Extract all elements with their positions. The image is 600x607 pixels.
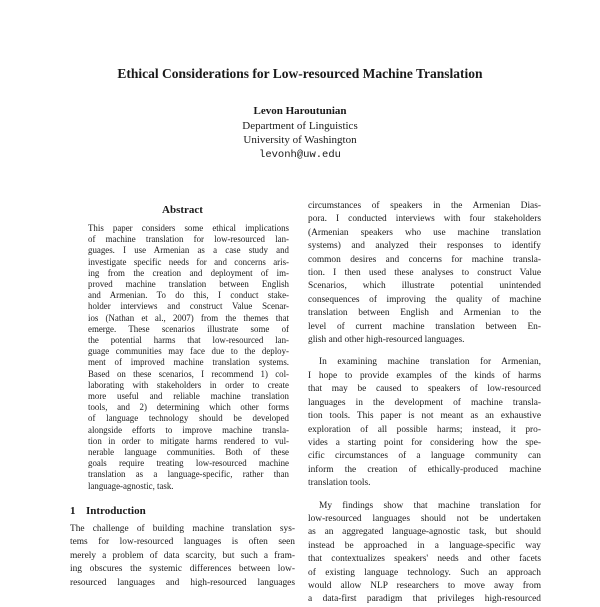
right-paragraph-line: inform the creation of ethically-produced machine [308,464,541,475]
right-paragraph-line: (Armenian speakers who use machine translation [308,227,541,238]
abstract-line: goals require treating low-resourced machine [88,458,289,469]
abstract-line: ing from the creation and deployment of im- [88,267,289,278]
right-paragraph-line: vides a starting point for considering how the spe- [308,437,541,448]
author-email: levonh@uw.edu [259,148,341,161]
right-paragraph-line: tion tools. This paper is not meant as an exhaustive [308,411,541,422]
paper-title: Ethical Considerations for Low-resourced Machine Translation [117,66,483,81]
author-name: Levon Haroutunian [253,105,347,117]
abstract-line: This paper considers some ethical implications [88,223,289,233]
intro-body [70,523,295,590]
right-paragraph-line: glish and other high-resourced languages. [308,335,465,346]
intro-number: 1 [70,504,76,517]
right-paragraph-line: translation between English and Armenian to the [308,308,541,319]
abstract-line: investigate specific needs for and concerns aris- [88,256,289,267]
right-paragraph-line: tion. I then used these analyses to construct Value [308,268,541,279]
right-paragraph-line: exploration of all possible harms; instead, it pro- [308,424,541,435]
right-paragraph-line: systems) and analyzed their responses to identify [308,241,541,252]
abstract-line: more useful and reliable machine translation [88,391,289,402]
right-paragraph-line: Scenarios, which illustrate potential unintended [308,281,541,292]
right-paragraph-line: pora. I conducted interviews with four stakeholders [308,214,541,225]
right-paragraph-line: a data-first paradigm that privileges high-resourced [308,594,541,605]
right-paragraph-line: level of current machine translation between En- [308,321,541,332]
right-paragraph-line: instead be approached in a language-specific way [308,540,541,551]
abstract-line: tools, and 2) determining which other forms [88,402,289,413]
abstract-line: guages. I use Armenian as a case study and [88,245,289,256]
left-column [70,200,295,590]
abstract-line: translation as a language-specific, rather than [88,469,289,480]
abstract-line: ios (Nathan et al., 2007) from the themes that [88,312,289,323]
right-paragraph-line: as an aggregated language-agnostic task, but should [308,527,541,538]
right-body [308,200,541,607]
intro-title: Introduction [86,504,146,517]
abstract-line: of machine translation for low-resourced lan- [88,234,289,245]
abstract-line: tion in order to mitigate harms rendered to vul- [88,435,289,446]
author-university: University of Washington [243,134,357,147]
right-column [308,200,541,607]
right-paragraph-line: that may be caused to speakers of low-resourced [308,384,541,395]
abstract-heading: Abstract [162,204,203,216]
intro-line: The challenge of building machine translation sys- [70,523,295,534]
intro-line: tems for low-resourced languages is often seen [70,537,295,548]
right-paragraph-line: consequences of improving the quality of machine [308,294,541,305]
abstract-body [70,223,295,492]
intro-line: resourced languages and high-resourced languages [70,577,295,588]
intro-line: merely a problem of data scarcity, but such a fram- [70,550,295,561]
abstract-line: and Armenian. To do this, I conduct stake- [88,290,289,301]
abstract-line: guage communities may face due to the deploy- [88,346,289,357]
paragraph-gap [308,491,541,500]
intro-line: ing obscures the systemic differences between low- [70,564,295,575]
abstract-line: proved machine translation between English [88,279,289,290]
right-paragraph-line: would allow NLP researchers to move away from [308,580,541,591]
abstract-line: ment of improved machine translation systems. [88,357,289,368]
abstract-line: nerable language communities. Both of these [88,447,289,458]
right-paragraph-line: that contextualizes speakers' needs and other facets [308,554,541,565]
abstract-line: emerge. These scenarios illustrate some of [88,323,289,334]
author-block [0,104,600,162]
abstract-line: laborating with stakeholders in order to create [88,379,289,390]
right-paragraph-line: I hope to provide examples of the kinds of harms [308,370,541,381]
paragraph-gap [308,347,541,356]
right-paragraph-line: In examining machine translation for Armenian, [319,357,541,368]
right-paragraph-line: low-resourced languages should not be undertaken [308,513,541,524]
intro-heading [70,505,295,517]
abstract-line: of language technology should be developed [88,413,289,424]
abstract-line: language-agnostic, task. [88,480,174,491]
right-paragraph-line: of existing language technology. Such an approach [308,567,541,578]
right-paragraph-line: My findings show that machine translation for [319,500,541,511]
abstract-line: alongside efforts to improve machine transla- [88,424,289,435]
right-paragraph-line: circumstances of speakers in the Armenian Dias- [308,201,541,211]
right-paragraph-line: common desires and concerns for machine transla- [308,254,541,265]
abstract-line: Based on these scenarios, I recommend 1) col- [88,368,289,379]
right-paragraph-line: cific circumstances of a language community can [308,451,541,462]
right-paragraph-line: translation tools. [308,478,371,489]
right-paragraph-line: languages in the development of machine transla- [308,397,541,408]
author-department: Department of Linguistics [242,119,358,132]
abstract-line: the potential harms that low-resourced lan- [88,335,289,346]
abstract-line: holder interviews and construct Value Scenar- [88,301,289,312]
